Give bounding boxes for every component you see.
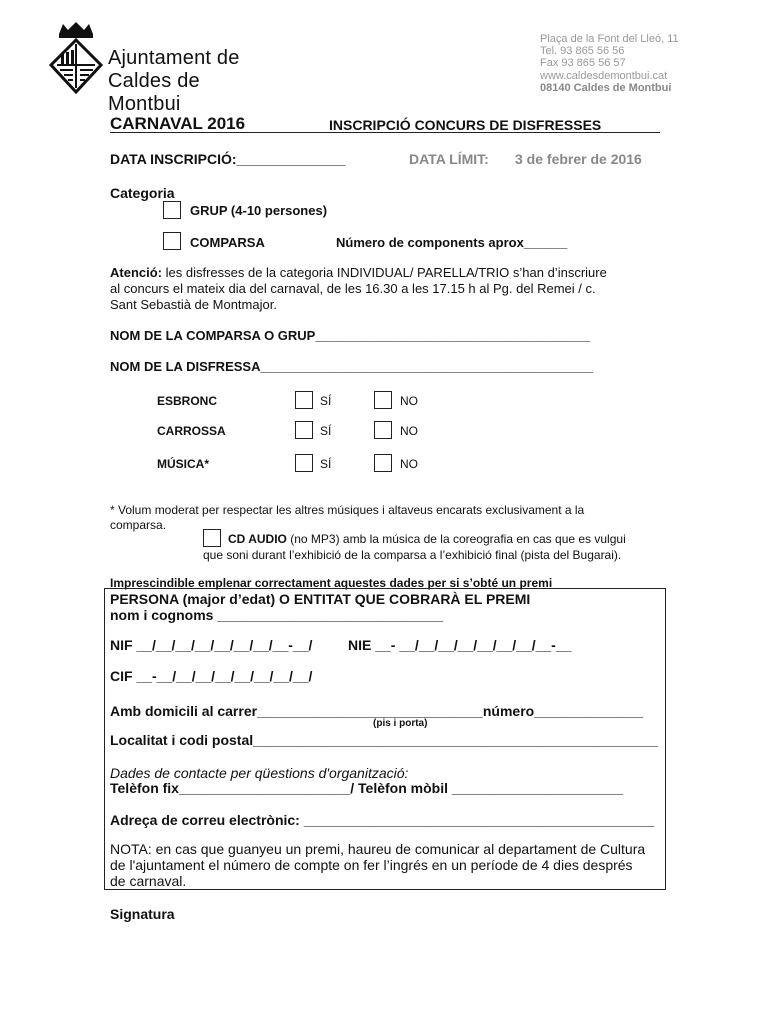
si-label: SÍ — [320, 394, 332, 408]
title-inscripcio: INSCRIPCIÓ CONCURS DE DISFRESSES — [329, 117, 602, 133]
comparsa-checkbox[interactable] — [163, 232, 181, 250]
correu-field[interactable]: Adreça de correu electrònic: _____________________________________________ — [110, 812, 655, 828]
data-limit-label: DATA LÍMIT: — [409, 151, 489, 167]
telefon-field[interactable]: Telèfon fix______________________/ Telèfon mòbil ______________________ — [110, 780, 624, 796]
logo-line2: Caldes de Montbui — [108, 70, 200, 115]
carrossa-no-checkbox[interactable] — [374, 421, 392, 439]
atencio-line2: al concurs el mateix dia del carnaval, de les 16.30 a les 17.15 h al Pg. del Remei / c. — [110, 281, 596, 296]
title-carnaval: CARNAVAL 2016 — [110, 114, 246, 133]
no-label: NO — [400, 457, 418, 471]
logo — [45, 20, 275, 115]
nota-text — [110, 841, 662, 889]
no-label: NO — [400, 394, 418, 408]
si-label: SÍ — [320, 457, 332, 471]
musica-no-checkbox[interactable] — [374, 454, 392, 472]
musica-note — [110, 503, 662, 533]
esbronc-label: ESBRONC — [157, 394, 218, 408]
carrossa-si-checkbox[interactable] — [295, 421, 313, 439]
premi-heading: PERSONA (major d’edat) O ENTITAT QUE COBRARÀ EL PREMI — [110, 591, 531, 607]
address-line: Plaça de la Font del Lleó, 11 — [540, 33, 679, 45]
musica-note-line2: comparsa. — [110, 518, 167, 532]
nom-comparsa-field[interactable]: NOM DE LA COMPARSA O GRUP______________________________________ — [110, 328, 591, 343]
musica-si-checkbox[interactable] — [295, 454, 313, 472]
components-field[interactable]: Número de components aprox______ — [336, 235, 568, 250]
atencio-line3: Sant Sebastià de Montmajor. — [110, 297, 277, 312]
data-limit-value: 3 de febrer de 2016 — [515, 151, 642, 167]
carrossa-label: CARROSSA — [157, 424, 226, 438]
address-line: Tel. 93 865 56 56 — [540, 45, 625, 58]
esbronc-no-checkbox[interactable] — [374, 391, 392, 409]
atencio-text — [110, 265, 670, 313]
esbronc-si-checkbox[interactable] — [295, 391, 313, 409]
nota-line2: de l'ajuntament el número de compte on fer l’ingrés en un període de 4 dies després — [110, 857, 633, 873]
domicili-field[interactable]: Amb domicili al carrer_____________________________número______________ — [110, 703, 644, 719]
grup-checkbox[interactable] — [163, 201, 181, 219]
address-line: www.caldesdemontbui.cat — [540, 69, 668, 82]
nota-line3: de carnaval. — [110, 873, 187, 889]
cd-audio-text — [228, 532, 626, 547]
nie-field[interactable]: NIE __- __/__/__/__/__/__/__/__-__ — [348, 637, 572, 653]
cd-audio-label: CD AUDIO — [228, 532, 287, 546]
musica-label: MÚSICA* — [157, 457, 210, 471]
si-label: SÍ — [320, 424, 332, 438]
address-postal: 08140 Caldes de Montbui — [540, 81, 672, 94]
comparsa-label: COMPARSA — [190, 235, 265, 250]
atencio-line1: les disfresses de la categoria INDIVIDUAL/ PARELLA/TRIO s’han d’inscriure — [162, 265, 607, 280]
cd-audio-rest: (no MP3) amb la música de la coreografia en cas que es vulgui — [286, 532, 626, 546]
localitat-field[interactable]: Localitat i codi postal____________________________________________________ — [110, 732, 659, 748]
pis-porta-label: (pis i porta) — [373, 718, 428, 729]
address-line: Fax 93 865 56 57 — [540, 57, 626, 70]
grup-label: GRUP (4-10 persones) — [190, 203, 328, 218]
cif-field[interactable]: CIF __-__/__/__/__/__/__/__/__/ — [110, 668, 313, 684]
cd-audio-line2: que soni durant l’exhibició de la comparsa a l’exhibició final (pista del Bugarai). — [203, 548, 622, 562]
signatura-label: Signatura — [110, 906, 175, 922]
nota-line1: NOTA: en cas que guanyeu un premi, haureu de comunicar al departament de Cultura — [110, 841, 646, 857]
no-label: NO — [400, 424, 418, 438]
cd-audio-checkbox[interactable] — [203, 529, 221, 547]
nif-field[interactable]: NIF __/__/__/__/__/__/__/__-__/ — [110, 637, 313, 653]
data-inscripcio: DATA INSCRIPCIÓ:______________ — [110, 151, 346, 167]
nom-cognoms-field[interactable]: nom i cognoms _____________________________ — [110, 607, 444, 623]
musica-note-line1: * Volum moderat per respectar les altres músiques i altaveus encarats exclusivament a la — [110, 503, 585, 517]
atencio-label: Atenció: — [110, 265, 162, 280]
categoria-label: Categoria — [110, 185, 175, 201]
address-block — [540, 33, 679, 94]
imprescindible-note: Imprescindible emplenar correctament aquestes dades per si s’obté un premi — [110, 576, 553, 590]
coat-of-arms-icon — [45, 20, 107, 96]
logo-line1: Ajuntament de — [108, 47, 240, 69]
nom-disfressa-field[interactable]: NOM DE LA DISFRESSA______________________________________________ — [110, 359, 594, 374]
dades-contacte-label: Dades de contacte per qüestions d'organització: — [110, 765, 409, 781]
